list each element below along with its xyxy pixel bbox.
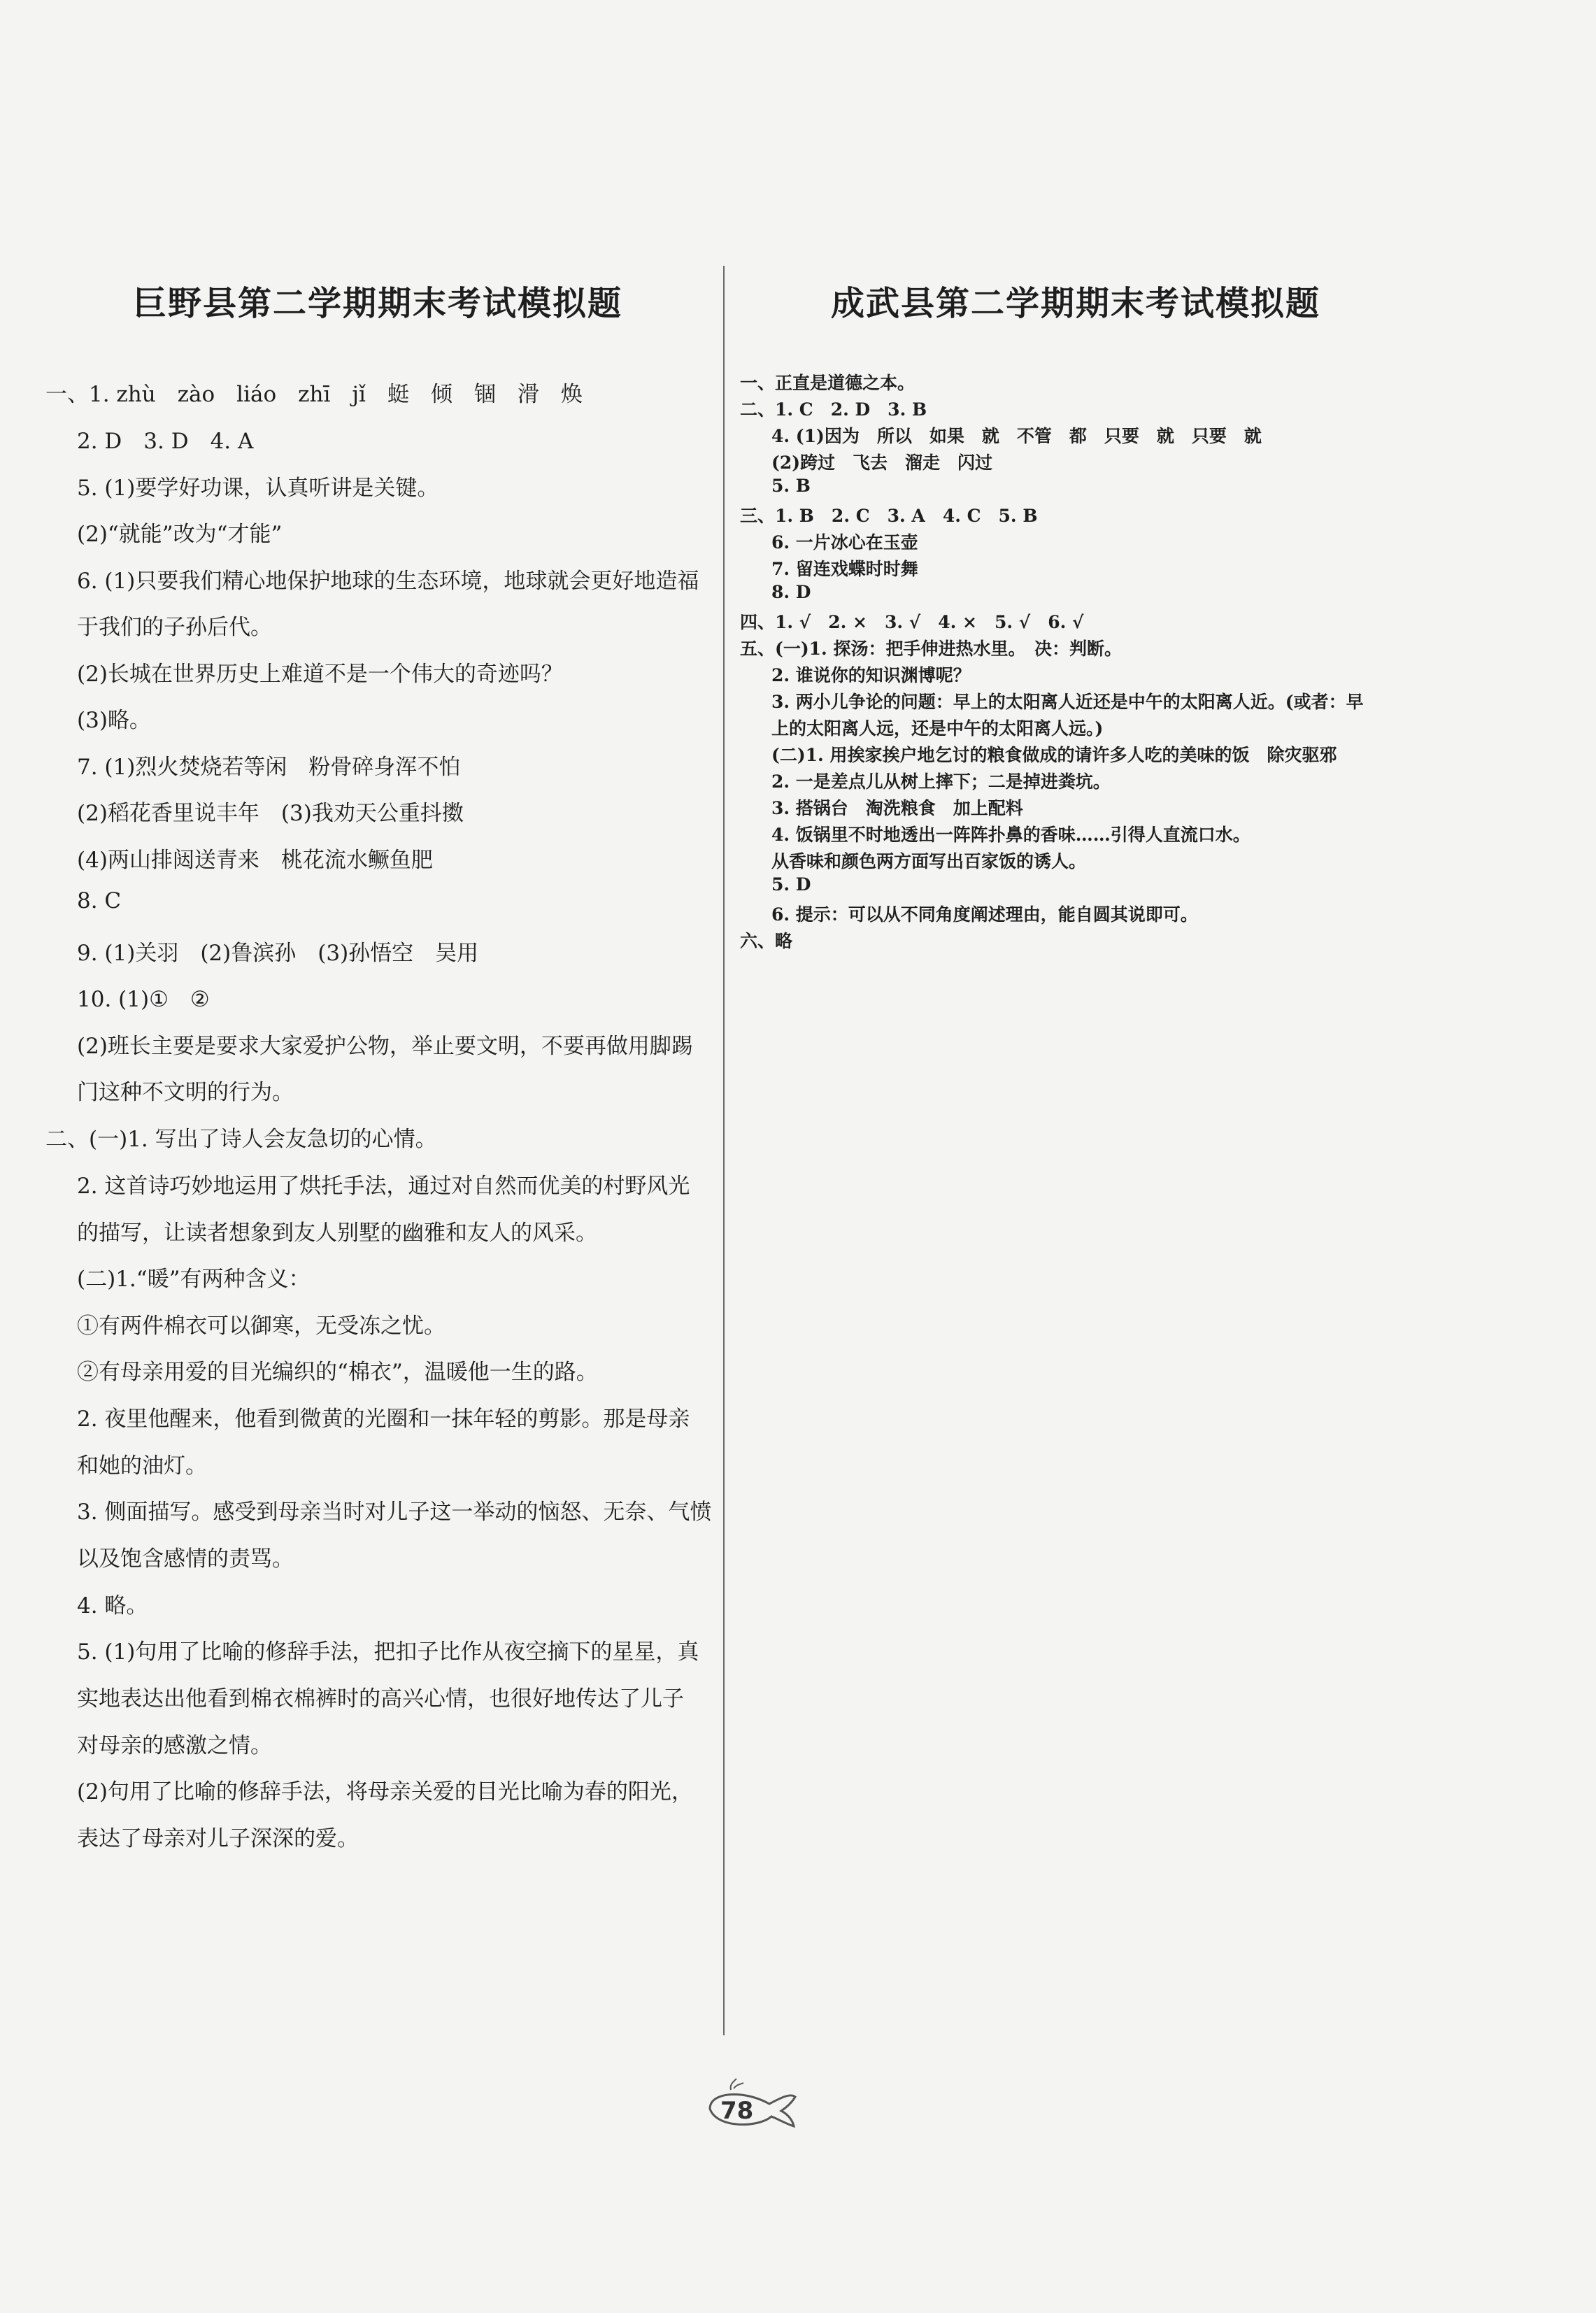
page-number: 78 <box>720 2097 754 2125</box>
answer-line: (2)长城在世界历史上难道不是一个伟大的奇迹吗？ <box>77 662 563 687</box>
answer-line: 8. C <box>77 888 122 913</box>
answer-line: 门这种不文明的行为。 <box>77 1080 294 1105</box>
answer-line: 于我们的子孙后代。 <box>77 615 272 640</box>
answer-line: 2. 谁说你的知识渊博呢？ <box>771 665 971 685</box>
answer-line: 7. (1)烈火焚烧若等闲 粉骨碎身浑不怕 <box>77 755 461 780</box>
answer-line: 以及饱含感情的责骂。 <box>77 1546 294 1572</box>
answer-line: (2)“就能”改为“才能” <box>77 522 283 547</box>
answer-line: 五、(一)1. 探汤：把手伸进热水里。 决：判断。 <box>740 639 1122 659</box>
answer-line: 2. 这首诗巧妙地运用了烘托手法，通过对自然而优美的村野风光 <box>77 1174 690 1199</box>
answer-line: 2. 夜里他醒来，他看到微黄的光圈和一抹年轻的剪影。那是母亲 <box>77 1407 690 1432</box>
answer-line: 上的太阳离人远，还是中午的太阳离人远。) <box>771 718 1104 739</box>
answer-line: 5. B <box>771 476 811 496</box>
answer-line: (二)1.“暖”有两种含义： <box>77 1267 311 1292</box>
answer-line: 四、1. √ 2. × 3. √ 4. × 5. √ 6. √ <box>740 612 1084 632</box>
answer-line: 7. 留连戏蝶时时舞 <box>771 559 918 579</box>
answer-line: 3. 侧面描写。感受到母亲当时对儿子这一举动的恼怒、无奈、气愤 <box>77 1500 712 1525</box>
answer-line: 5. (1)要学好功课，认真听讲是关键。 <box>77 476 439 501</box>
answer-line: 10. (1)① ② <box>77 987 210 1012</box>
answer-line: 4. 略。 <box>77 1593 148 1618</box>
answer-line: 一、正直是道德之本。 <box>740 373 915 393</box>
answer-line: 6. (1)只要我们精心地保护地球的生态环境，地球就会更好地造福 <box>77 569 699 594</box>
answer-line: 6. 提示：可以从不同角度阐述理由，能自圆其说即可。 <box>771 904 1198 925</box>
answer-line: (2)跨过 飞去 溜走 闪过 <box>771 453 993 473</box>
answer-line: 的描写，让读者想象到友人别墅的幽雅和友人的风采。 <box>77 1220 597 1246</box>
answer-line: 六、略 <box>740 931 793 951</box>
answer-line: 3. 搭锅台 淘洗粮食 加上配料 <box>771 798 1023 818</box>
column-divider <box>723 266 725 2035</box>
answer-line: ①有两件棉衣可以御寒，无受冻之忧。 <box>77 1314 446 1339</box>
right-section-title: 成武县第二学期期末考试模拟题 <box>831 284 1321 323</box>
answer-line: 8. D <box>771 582 811 602</box>
answer-line: 一、1. zhù zào liáo zhī jǐ 蜓 倾 锢 滑 焕 <box>45 382 583 407</box>
left-section-title: 巨野县第二学期期末考试模拟题 <box>133 284 623 323</box>
answer-line: (2)班长主要是要求大家爱护公物，举止要文明，不要再做用脚踢 <box>77 1034 693 1059</box>
answer-line: 从香味和颜色两方面写出百家饭的诱人。 <box>771 851 1087 871</box>
answer-line: 三、1. B 2. C 3. A 4. C 5. B <box>740 506 1038 526</box>
answer-line: (3)略。 <box>77 708 151 733</box>
answer-line: 9. (1)关羽 (2)鲁滨孙 (3)孙悟空 吴用 <box>77 941 479 966</box>
answer-line: ②有母亲用爱的目光编织的“棉衣”，温暖他一生的路。 <box>77 1360 598 1385</box>
answer-line: (2)句用了比喻的修辞手法，将母亲关爱的目光比喻为春的阳光， <box>77 1779 693 1805</box>
answer-line: 表达了母亲对儿子深深的爱。 <box>77 1826 359 1851</box>
answer-line: 二、(一)1. 写出了诗人会友急切的心情。 <box>45 1127 437 1152</box>
answer-line: 2. D 3. D 4. A <box>77 429 254 454</box>
answer-line: 实地表达出他看到棉衣棉裤时的高兴心情，也很好地传达了儿子 <box>77 1686 684 1711</box>
answer-line: 2. 一是差点儿从树上摔下；二是掉进粪坑。 <box>771 771 1111 792</box>
answer-line: 6. 一片冰心在玉壶 <box>771 532 918 553</box>
answer-line: 4. (1)因为 所以 如果 就 不管 都 只要 就 只要 就 <box>771 426 1262 446</box>
answer-line: 二、1. C 2. D 3. B <box>740 399 927 420</box>
answer-line: 4. 饭锅里不时地透出一阵阵扑鼻的香味……引得人直流口水。 <box>771 825 1251 845</box>
answer-line: (2)稻花香里说丰年 (3)我劝天公重抖擞 <box>77 801 464 826</box>
answer-line: (4)两山排闼送青来 桃花流水鳜鱼肥 <box>77 848 433 873</box>
answer-line: 对母亲的感激之情。 <box>77 1733 272 1758</box>
answer-line: 5. D <box>771 874 811 895</box>
answer-line: (二)1. 用挨家挨户地乞讨的粮食做成的请许多人吃的美味的饭 除灾驱邪 <box>771 745 1337 765</box>
answer-line: 3. 两小儿争论的问题：早上的太阳离人近还是中午的太阳离人近。(或者：早 <box>771 692 1364 712</box>
answer-line: 5. (1)句用了比喻的修辞手法，把扣子比作从夜空摘下的星星，真 <box>77 1639 699 1665</box>
answer-line: 和她的油灯。 <box>77 1453 207 1479</box>
